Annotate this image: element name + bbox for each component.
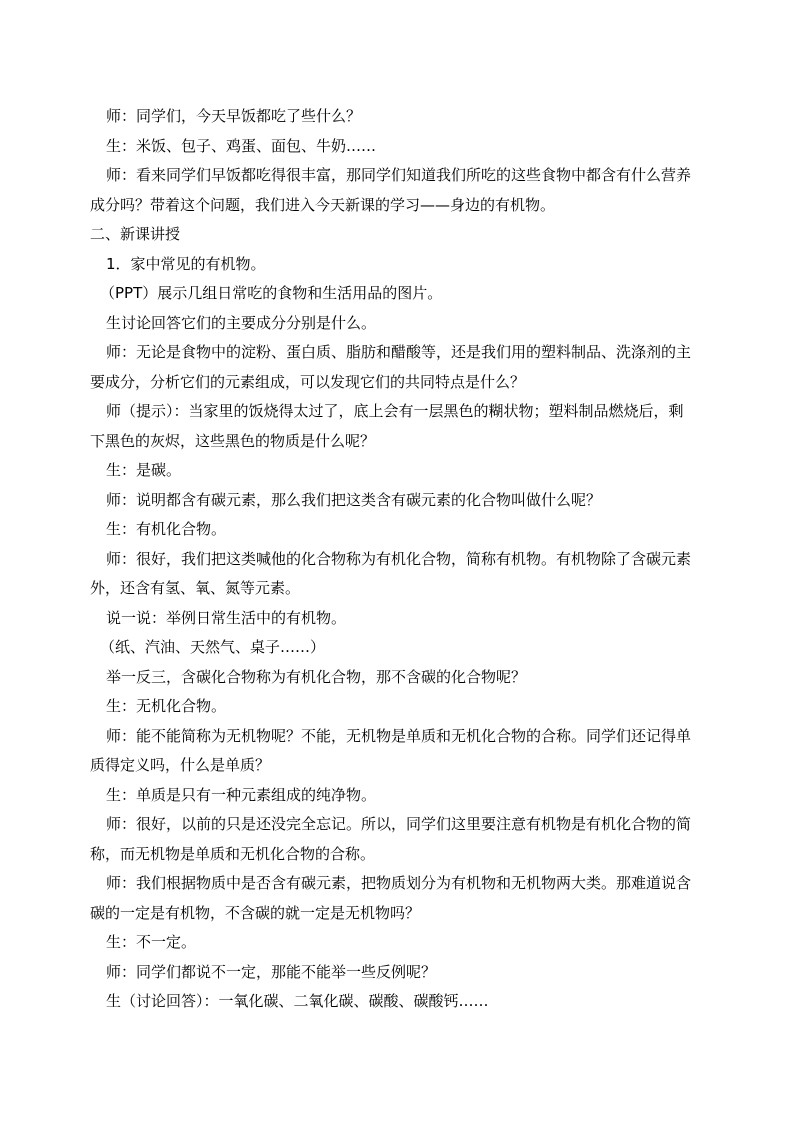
- paragraph-line: 成分吗？带着这个问题，我们进入今天新课的学习——身边的有机物。: [90, 195, 556, 214]
- paragraph-line: 师：很好，以前的只是还没完全忘记。所以，同学们这里要注意有机物是有机化合物的简: [106, 815, 692, 833]
- paragraph-line: 生：有机化合物。: [106, 520, 227, 538]
- paragraph-line: 要成分，分析它们的元素组成，可以发现它们的共同特点是什么？: [90, 372, 526, 391]
- subsection-heading: 1．家中常见的有机物。: [106, 254, 266, 273]
- paragraph-line: 师：无论是食物中的淀粉、蛋白质、脂肪和醋酸等，还是我们用的塑料制品、洗涤剂的主: [106, 343, 692, 361]
- paragraph-line: 师：同学们，今天早饭都吃了些什么？: [106, 107, 362, 125]
- paragraph-line: 师：能不能简称为无机物呢？不能，无机物是单质和无机化合物的合称。同学们还记得单: [106, 726, 692, 745]
- paragraph-line: 生：单质是只有一种元素组成的纯净物。: [106, 785, 377, 804]
- paragraph-line: 生：无机化合物。: [106, 697, 227, 715]
- paragraph-line: 师（提示）：当家里的饭烧得太过了，底上会有一层黑色的糊状物；塑料制品燃烧后，剩: [106, 402, 684, 420]
- paragraph-line: 举一反三，含碳化合物称为有机化合物，那不含碳的化合物呢？: [106, 667, 527, 686]
- paragraph-line: 师：看来同学们早饭都吃得很丰富，那同学们知道我们所吃的这些食物中都含有什么营养: [106, 166, 692, 184]
- paragraph-line: 生讨论回答它们的主要成分分别是什么。: [106, 313, 377, 332]
- paragraph-line: 下黑色的灰烬，这些黑色的物质是什么呢？: [90, 431, 376, 450]
- paragraph-line: 说一说：举例日常生活中的有机物。: [106, 608, 347, 627]
- paragraph-line: 生（讨论回答）：一氧化碳、二氧化碳、碳酸、碳酸钙……: [106, 992, 489, 1010]
- paragraph-line: 师：很好，我们把这类喊他的化合物称为有机化合物，简称有机物。有机物除了含碳元素: [106, 549, 692, 568]
- paragraph-line: 生：是碳。: [106, 461, 182, 479]
- paragraph-line: 生：米饭、包子、鸡蛋、面包、牛奶……: [106, 136, 377, 155]
- paragraph-line: （PPT）展示几组日常吃的食物和生活用品的图片。: [100, 284, 443, 302]
- document-body: [90, 102, 724, 1017]
- paragraph-line: 师：我们根据物质中是否含有碳元素，把物质划分为有机物和无机物两大类。那难道说含: [106, 874, 692, 892]
- section-heading: 二、新课讲授: [90, 225, 181, 243]
- paragraph-line: （纸、汽油、天然气、桌子……）: [100, 638, 326, 656]
- paragraph-line: 师：同学们都说不一定，那能不能举一些反例呢？: [106, 962, 437, 981]
- paragraph-line: 称，而无机物是单质和无机化合物的合称。: [90, 844, 376, 863]
- paragraph-line: 碳的一定是有机物，不含碳的就一定是无机物吗？: [90, 903, 421, 922]
- paragraph-line: 师：说明都含有碳元素，那么我们把这类含有碳元素的化合物叫做什么呢？: [106, 490, 602, 509]
- paragraph-line: 质得定义吗，什么是单质？: [90, 756, 271, 774]
- paragraph-line: 生：不一定。: [106, 933, 197, 951]
- paragraph-line: 外，还含有氢、氧、氮等元素。: [90, 579, 301, 597]
